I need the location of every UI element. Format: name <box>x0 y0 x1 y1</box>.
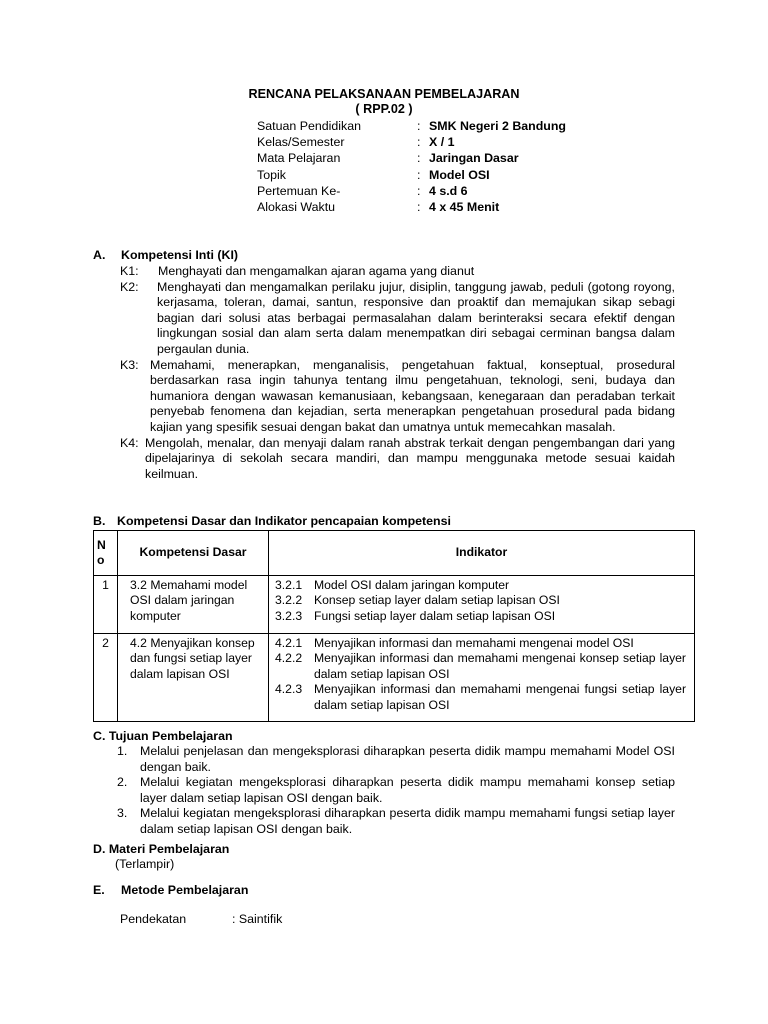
list-item <box>120 264 675 280</box>
row-number: 1 <box>94 576 118 634</box>
indicator-code: 4.2.2 <box>275 651 303 666</box>
kd-cell: 3.2 Memahami model OSI dalam jaringan komputer <box>118 576 269 634</box>
meta-colon: : <box>417 135 421 150</box>
indicator-cell <box>269 634 695 722</box>
ki-text: Memahami, menerapkan, menganalisis, pengetahuan faktual, konseptual, prosedural berdasarkan rasa ingin tahunya tentang ilmu pengetahuan, teknologi, seni, budaya dan humaniora dengan wawasan kemanusiaan, kebangsaan, kenegaraan dan peradaban terkait penyebab fenomena dan kejadian, serta menerapkan pengetahuan prosedural pada bidang kajian yang spesifik sesuai dengan bakat dan umatnya untuk memecahkan masalah. <box>150 357 675 434</box>
meta-colon: : <box>417 199 421 214</box>
ki-code: K1: <box>120 264 139 278</box>
ki-text: Mengolah, menalar, dan menyaji dalam ranah abstrak terkait dengan pengembangan dari yang dipelajarinya di sekolah secara mandiri, dan mampu menggunaka metode sesuai kaidah keilmuan. <box>145 435 675 481</box>
document-subtitle: ( RPP.02 ) <box>355 102 413 116</box>
approach-row <box>120 912 282 928</box>
meta-label: Alokasi Waktu <box>257 199 336 214</box>
indicator-text: Menyajikan informasi dan memahami mengenai model OSI <box>314 636 634 650</box>
item-number: 1. <box>117 744 128 758</box>
meta-row <box>257 119 566 135</box>
section-letter: E. <box>93 883 105 897</box>
indicator-item <box>275 593 686 608</box>
item-number: 3. <box>117 806 128 821</box>
kd-cell: 4.2 Menyajikan konsep dan fungsi setiap layer dalam lapisan OSI <box>118 634 269 722</box>
item-text: Melalui kegiatan mengeksplorasi diharapkan peserta didik mampu memahami fungsi setiap layer dalam setiap lapisan OSI dengan baik. <box>140 806 675 836</box>
indicator-code: 3.2.3 <box>275 608 303 623</box>
indicator-code: 4.2.1 <box>275 636 303 650</box>
meta-row <box>257 184 566 200</box>
section-e-heading <box>93 883 248 899</box>
learning-objectives-list <box>117 744 675 838</box>
indicator-code: 3.2.1 <box>275 578 303 592</box>
header-no-line: N <box>97 537 106 552</box>
item-text: Melalui kegiatan mengeksplorasi diharapkan peserta didik mampu memahami konsep setiap layer dalam setiap lapisan OSI dengan baik. <box>140 775 675 805</box>
indicator-text: Menyajikan informasi dan memahami mengenai fungsi setiap layer dalam setiap lapisan OSI <box>314 682 686 712</box>
meta-value: X / 1 <box>429 135 455 150</box>
meta-row <box>257 135 566 151</box>
indicator-text: Konsep setiap layer dalam setiap lapisan OSI <box>314 593 560 608</box>
competency-table <box>93 530 695 722</box>
section-letter: A. <box>93 248 106 262</box>
indicator-item <box>275 651 686 682</box>
section-c-heading: C. Tujuan Pembelajaran <box>93 729 233 743</box>
list-item <box>120 280 675 358</box>
section-d-heading: D. Materi Pembelajaran <box>93 842 230 856</box>
kompetensi-inti-list <box>120 264 675 482</box>
approach-label: Pendekatan <box>120 912 187 926</box>
table-header-row <box>94 531 695 576</box>
approach-value: : Saintifik <box>232 912 283 926</box>
header-kompetensi-dasar: Kompetensi Dasar <box>118 531 269 576</box>
meta-colon: : <box>417 119 421 133</box>
indicator-item <box>275 578 686 593</box>
list-item <box>117 744 675 775</box>
meta-value: 4 s.d 6 <box>429 183 468 198</box>
meta-value: Jaringan Dasar <box>429 151 519 166</box>
table-row <box>94 576 695 634</box>
materials-note: (Terlampir) <box>115 857 175 871</box>
meta-row <box>257 168 566 184</box>
indicator-text: Model OSI dalam jaringan komputer <box>314 578 510 592</box>
indicator-item <box>275 609 686 624</box>
meta-colon: : <box>417 167 421 182</box>
item-text: Melalui penjelasan dan mengeksplorasi diharapkan peserta didik mampu memahami Model OSI dengan baik. <box>140 744 675 774</box>
meta-value: Model OSI <box>429 167 490 182</box>
section-title: Kompetensi Inti (KI) <box>121 248 239 262</box>
meta-label: Kelas/Semester <box>257 135 345 150</box>
meta-label: Topik <box>257 167 286 182</box>
ki-text: Menghayati dan mengamalkan perilaku jujur, disiplin, tanggung jawab, peduli (gotong royong, kerjasama, toleran, damai, santun, responsive dan proaktif dan memajukan sikap sebagi bagian dari solusi atas berbagai permasalahan dalam berinteraksi secara efektif dengan lingkungan sosial dan alam serta dalam menempatkan diri sebagai cerminan bangsa dalam pergaulan dunia. <box>157 279 675 356</box>
meta-colon: : <box>417 183 421 198</box>
ki-code: K3: <box>120 357 139 372</box>
meta-label: Mata Pelajaran <box>257 151 341 166</box>
indicator-cell <box>269 576 695 634</box>
ki-code: K2: <box>120 279 139 294</box>
document-title: RENCANA PELAKSANAAN PEMBELAJARAN <box>248 87 520 101</box>
header-no <box>94 531 118 576</box>
header-indikator: Indikator <box>269 531 695 576</box>
indicator-item <box>275 636 686 651</box>
indicator-text: Menyajikan informasi dan memahami mengenai konsep setiap layer dalam setiap lapisan OSI <box>314 651 686 681</box>
meta-label: Satuan Pendidikan <box>257 119 362 133</box>
list-item <box>120 358 675 436</box>
section-a-heading <box>93 248 238 264</box>
header-no-line: o <box>97 553 105 567</box>
indicator-text: Fungsi setiap layer dalam setiap lapisan OSI <box>314 608 556 623</box>
meta-row <box>257 200 566 216</box>
indicator-item <box>275 682 686 713</box>
list-item <box>117 775 675 806</box>
section-title: Metode Pembelajaran <box>121 883 249 897</box>
item-number: 2. <box>117 775 128 790</box>
section-title: Kompetensi Dasar dan Indikator pencapaian kompetensi <box>117 514 451 528</box>
indicator-code: 3.2.2 <box>275 593 303 608</box>
table-row <box>94 634 695 722</box>
meta-colon: : <box>417 151 421 166</box>
list-item <box>120 436 675 483</box>
ki-text: Menghayati dan mengamalkan ajaran agama yang dianut <box>158 264 475 278</box>
meta-value: 4 x 45 Menit <box>429 199 500 214</box>
indicator-code: 4.2.3 <box>275 682 303 697</box>
list-item <box>117 806 675 837</box>
row-number: 2 <box>94 634 118 722</box>
meta-value: SMK Negeri 2 Bandung <box>429 119 566 133</box>
meta-row <box>257 151 566 167</box>
meta-label: Pertemuan Ke- <box>257 183 341 198</box>
section-b-heading <box>93 514 451 530</box>
identity-table <box>257 119 566 216</box>
section-letter: B. <box>93 514 106 528</box>
ki-code: K4: <box>120 435 139 450</box>
